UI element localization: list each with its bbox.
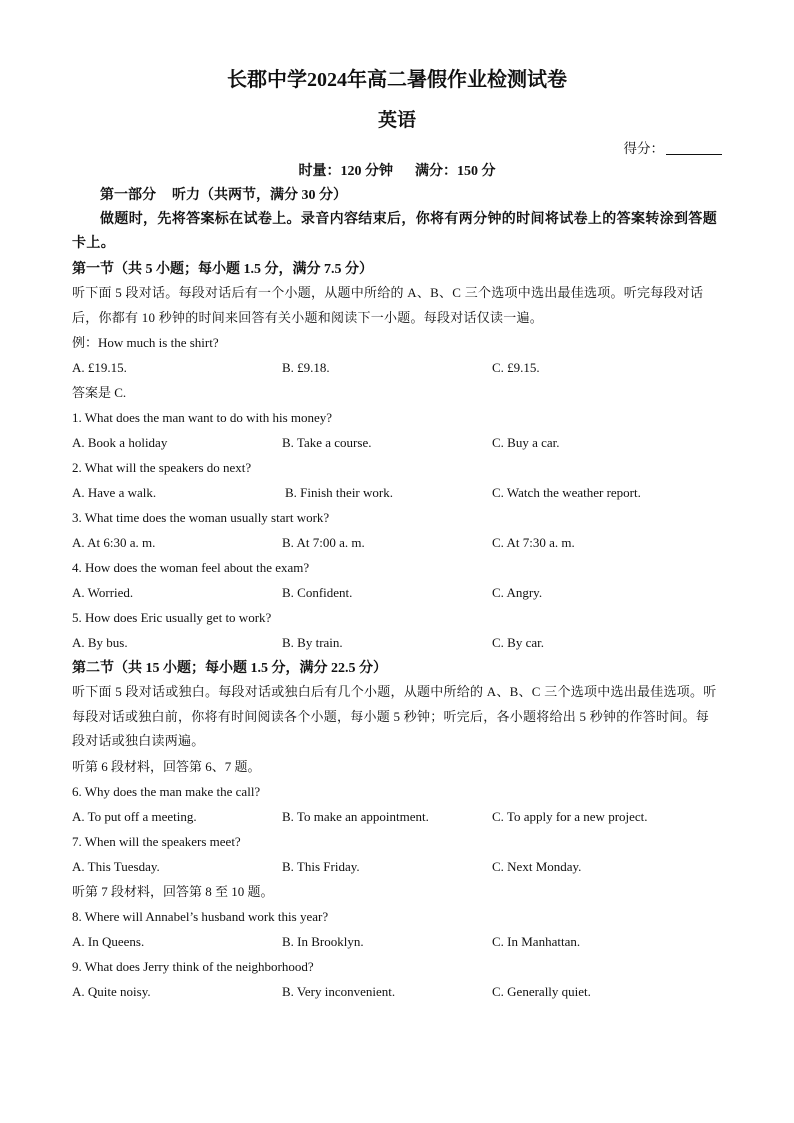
- example-question: 例：How much is the shirt?: [72, 335, 219, 350]
- full-score-label: 满分：150 分: [415, 164, 496, 179]
- question-8-options: [72, 929, 722, 954]
- option-b: B. Take a course.: [282, 435, 372, 450]
- exam-title: 长郡中学2024年高二暑假作业检测试卷: [227, 69, 567, 91]
- material-7-instruction: 听第 7 段材料，回答第 8 至 10 题。: [72, 883, 274, 899]
- option-a: A. At 6:30 a. m.: [72, 535, 156, 550]
- material-6-instruction: 听第 6 段材料，回答第 6、7 题。: [72, 758, 261, 774]
- exam-subject: 英语: [377, 110, 416, 131]
- question-3: 3. What time does the woman usually start work?: [72, 510, 330, 525]
- section2-heading: 第二节（共 15 小题；每小题 1.5 分，满分 22.5 分）: [72, 661, 387, 676]
- example-option-a: A. £19.15.: [72, 360, 127, 375]
- option-c: C. By car.: [492, 635, 544, 650]
- example-options: [72, 355, 722, 380]
- option-a: A. By bus.: [72, 635, 128, 650]
- question-2-options: [72, 480, 722, 505]
- question-6-options: [72, 804, 722, 829]
- option-a: A. Quite noisy.: [72, 983, 151, 999]
- part1-heading: [72, 185, 722, 206]
- option-a: A. Worried.: [72, 585, 134, 600]
- question-5-options: [72, 630, 722, 655]
- option-c: C. Watch the weather report.: [492, 485, 641, 500]
- question-7-options: [72, 854, 722, 879]
- question-3-options: [72, 530, 722, 555]
- option-b: B. In Brooklyn.: [282, 933, 364, 949]
- question-4-options: [72, 580, 722, 605]
- score-label: 得分：: [623, 141, 664, 156]
- option-b: B. Confident.: [282, 585, 353, 600]
- option-b: B. At 7:00 a. m.: [282, 535, 365, 550]
- time-label: 时量：120 分钟: [298, 164, 393, 179]
- option-a: A. In Queens.: [72, 933, 145, 949]
- option-b: B. To make an appointment.: [282, 808, 429, 824]
- option-c: C. Angry.: [492, 585, 543, 600]
- question-4: 4. How does the woman feel about the exam?: [72, 560, 310, 575]
- section1-instructions: 听下面 5 段对话。每段对话后有一个小题，从题中所给的 A、B、C 三个选项中选出最佳选项。听完每段对话后，你都有 10 秒钟的时间来回答有关小题和阅读下一小题。每段对话仅读一遍。: [72, 285, 704, 325]
- part1-label: 第一部分: [100, 188, 156, 203]
- score-blank: [666, 140, 722, 155]
- question-1-options: [72, 430, 722, 455]
- question-9-options: [72, 979, 722, 1004]
- question-2: 2. What will the speakers do next?: [72, 460, 252, 475]
- option-c: C. To apply for a new project.: [492, 808, 648, 824]
- example-option-c: C. £9.15.: [492, 360, 540, 375]
- option-a: A. Book a holiday: [72, 435, 168, 450]
- question-6: 6. Why does the man make the call?: [72, 783, 261, 799]
- question-8: 8. Where will Annabel’s husband work this year?: [72, 908, 329, 924]
- time-and-score-info: [72, 162, 722, 182]
- part1-name: 听力（共两节，满分 30 分）: [172, 188, 347, 203]
- section1-heading: 第一节（共 5 小题；每小题 1.5 分，满分 7.5 分）: [72, 262, 373, 277]
- option-c: C. Generally quiet.: [492, 983, 591, 999]
- option-a: A. To put off a meeting.: [72, 808, 197, 824]
- option-a: A. Have a walk.: [72, 485, 157, 500]
- option-b: B. Very inconvenient.: [282, 983, 396, 999]
- option-a: A. This Tuesday.: [72, 858, 160, 874]
- section2-instructions: 听下面 5 段对话或独白。每段对话或独白后有几个小题，从题中所给的 A、B、C 三个选项中选出最佳选项。听每段对话或独白前，你将有时间阅读各个小题，每小题 5 秒钟；听完后，各小题将给出 5 秒钟的作答时间。每段对话或独白读两遍。: [72, 684, 717, 748]
- question-5: 5. How does Eric usually get to work?: [72, 610, 272, 625]
- option-b: B. This Friday.: [282, 858, 360, 874]
- part1-intro: 做题时，先将答案标在试卷上。录音内容结束后，你将有两分钟的时间将试卷上的答案转涂到答题卡上。: [72, 212, 718, 251]
- example-option-b: B. £9.18.: [282, 360, 330, 375]
- option-c: C. Next Monday.: [492, 858, 582, 874]
- option-c: C. Buy a car.: [492, 435, 560, 450]
- option-b: B. Finish their work.: [285, 485, 393, 500]
- score-line: [72, 140, 722, 158]
- question-9: 9. What does Jerry think of the neighborhood?: [72, 958, 314, 974]
- question-7: 7. When will the speakers meet?: [72, 833, 241, 849]
- example-answer: 答案是 C.: [72, 385, 127, 400]
- option-b: B. By train.: [282, 635, 343, 650]
- option-c: C. At 7:30 a. m.: [492, 535, 575, 550]
- question-1: 1. What does the man want to do with his money?: [72, 410, 333, 425]
- option-c: C. In Manhattan.: [492, 933, 581, 949]
